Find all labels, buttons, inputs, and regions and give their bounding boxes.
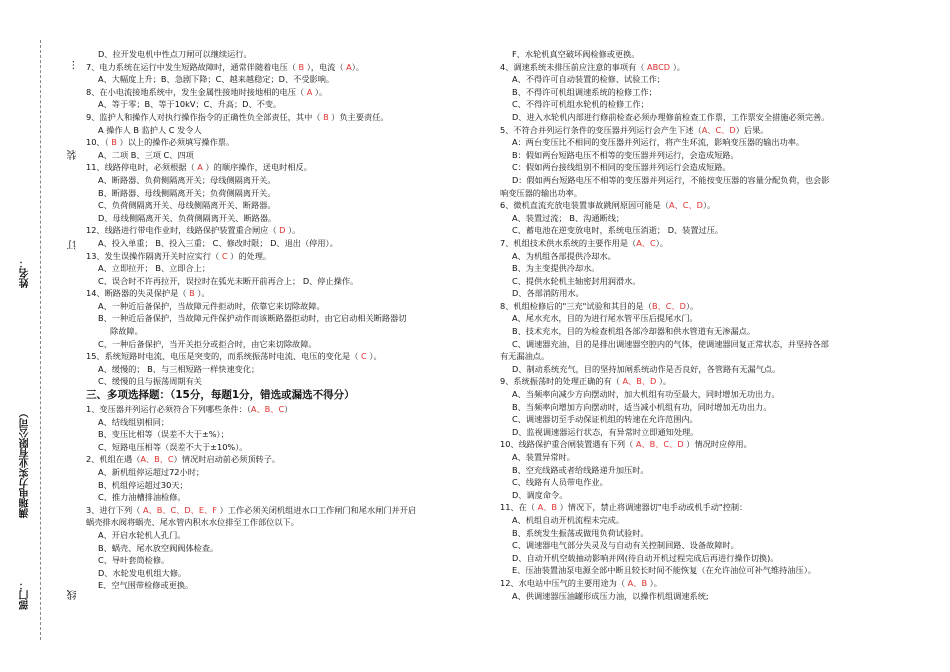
line-text: C、线路有人员带电作业。 bbox=[512, 477, 608, 488]
option-line bbox=[500, 212, 930, 225]
option-line bbox=[86, 441, 506, 454]
line-text: C、一种后备保护，当开关拒分或拒合时，由它来切除故障。 bbox=[98, 338, 317, 349]
line-text: A、尾水充水，目的为进行尾水管平压后提尾水门。 bbox=[512, 313, 698, 324]
line-text: 有无漏油点。 bbox=[500, 351, 550, 362]
answer-key: B bbox=[298, 61, 305, 72]
option-line bbox=[86, 466, 506, 479]
line-text: B、断路器、母线侧隔离开关；负荷侧隔离开关。 bbox=[98, 187, 276, 198]
line-text: A、投入单重； B、投入三重； C、修改时限； D、退出（停用）。 bbox=[98, 237, 338, 248]
line-text: D、调度命令。 bbox=[512, 489, 568, 500]
line-text: B、变压比相等（误差不大于±%）； bbox=[98, 429, 229, 440]
question-line bbox=[500, 375, 930, 388]
line-text: E、空气围带检修或更换。 bbox=[98, 580, 194, 591]
line-text: 13、发生误操作隔离开关时应实行（ bbox=[86, 250, 222, 261]
option-line bbox=[500, 527, 930, 540]
option-line bbox=[500, 275, 930, 288]
line-text: ）负主要责任。 bbox=[328, 111, 389, 122]
option-line bbox=[500, 250, 930, 263]
question-line bbox=[86, 516, 506, 529]
line-text: ）情况时启动前必须顶转子。 bbox=[173, 454, 281, 465]
line-text: 2、机组在遇（ bbox=[86, 454, 141, 465]
line-text: D、拉开发电机中性点刀闸可以继续运行。 bbox=[98, 49, 252, 59]
line-text: C、推力油槽排油检修。 bbox=[98, 492, 186, 503]
question-line bbox=[86, 453, 506, 466]
line-text: A、等于零；B、等于10kV；C、升高；D、不变。 bbox=[98, 99, 282, 110]
line-text: 11、线路停电时，必须根据（ bbox=[86, 162, 198, 173]
line-text: C、误合时不许再拉开，误拉时在弧光未断开前再合上； D、停止操作。 bbox=[98, 275, 359, 286]
option-line bbox=[86, 48, 506, 61]
option-line bbox=[86, 73, 506, 86]
margin-mark-4: 线 bbox=[68, 590, 79, 600]
line-text: ）。 bbox=[312, 86, 328, 97]
answer-key: A、C、D bbox=[668, 200, 703, 211]
line-text: A、装置过流； B、沟通断线； bbox=[512, 212, 625, 223]
line-text: ）后果。 bbox=[735, 124, 769, 135]
option-line bbox=[86, 416, 506, 429]
question-line bbox=[86, 403, 506, 416]
answer-key: A、B bbox=[627, 577, 648, 588]
option-line bbox=[500, 136, 930, 149]
line-text: ）。 bbox=[351, 61, 365, 72]
line-text: A、开启水轮机人孔门。 bbox=[98, 529, 186, 540]
option-line bbox=[86, 98, 506, 111]
line-text: A、一种近后备保护，当故障元件拒动时，依靠它来切除故障。 bbox=[98, 300, 325, 311]
option-line bbox=[500, 86, 930, 99]
line-text: A、断路器、负荷侧隔离开关；母线侧隔离开关。 bbox=[98, 174, 276, 185]
question-line bbox=[86, 161, 506, 174]
option-line bbox=[86, 275, 506, 288]
line-text: C、调速器电气部分失灵及与自动有关控制回路、设备故障时。 bbox=[512, 540, 739, 551]
line-text: ）。 bbox=[685, 300, 699, 311]
line-text: B、空充线路或者给线路递升加压时。 bbox=[512, 464, 649, 475]
line-text: ）。 bbox=[285, 225, 301, 236]
answer-key: A、B、C、D、E、F bbox=[142, 504, 217, 515]
line-text: C、调速器充油，目的是排出调速器空腔内的气体，使调速器回复正常状态，并坚持各部 bbox=[512, 338, 829, 349]
option-line bbox=[500, 73, 930, 86]
line-text: 1、变压器并列运行必须符合下列哪些条件：（ bbox=[86, 404, 251, 415]
option-line bbox=[500, 590, 930, 603]
option-line bbox=[500, 338, 930, 351]
line-text: ）情况下，禁止将调速器切"电手动或机手动"控制： bbox=[557, 502, 748, 513]
line-text: ）。 bbox=[670, 61, 685, 72]
line-text: ）。 bbox=[366, 351, 382, 362]
line-text: ），电流（ bbox=[304, 61, 347, 72]
line-text: 10、线路保护重合闸装置遇有下列（ bbox=[500, 439, 636, 450]
option-line bbox=[500, 476, 930, 489]
line-text: ）。 bbox=[647, 577, 662, 588]
line-text: 11、在（ bbox=[500, 502, 538, 513]
line-text: D、进入水轮机内部进行修前检查必须办理修前检查工作票，工作票安全措施必须完善。 bbox=[512, 111, 830, 122]
question-line bbox=[86, 350, 506, 363]
answer-key: A、B、C bbox=[250, 404, 285, 415]
option-line bbox=[500, 552, 930, 565]
line-text: A、立即拉开； B、立即合上； bbox=[98, 263, 211, 274]
line-text: A、当频率向减少方向摆动时，加大机组有功至最大，同时增加无功出力。 bbox=[512, 389, 780, 400]
question-line bbox=[500, 124, 930, 137]
line-text: 3、进行下列（ bbox=[86, 504, 143, 515]
option-line bbox=[500, 161, 930, 174]
option-line bbox=[500, 564, 930, 577]
line-text: A：两台变压比不相同的变压器并列运行，将产生环流，影响变压器的输出功率。 bbox=[512, 137, 805, 148]
question-line bbox=[500, 300, 930, 313]
line-text: C、不得许可机组水轮机的检修工作； bbox=[512, 99, 649, 110]
line-text: B、蜗壳、尾水放空阀阀体检查。 bbox=[98, 542, 219, 553]
binding-line bbox=[40, 40, 41, 640]
option-line bbox=[500, 539, 930, 552]
option-line bbox=[500, 48, 930, 61]
line-text: ）的处理。 bbox=[227, 250, 272, 261]
option-line bbox=[86, 479, 506, 492]
question-line bbox=[86, 287, 506, 300]
line-text: 9、监护人和操作人对执行操作指令的正确性负全部责任，其中（ bbox=[86, 111, 324, 122]
option-line bbox=[86, 529, 506, 542]
question-line bbox=[500, 438, 930, 451]
line-text: C、蓄电池在逆变放电时，系统电压消逝； D、装置过压。 bbox=[512, 225, 724, 236]
question-line bbox=[500, 577, 930, 590]
line-text: C、提供水轮机主轴密封用润滑水。 bbox=[512, 275, 641, 286]
option-line bbox=[86, 579, 506, 592]
line-text: 9、系统振荡时的处理正确的有（ bbox=[500, 376, 623, 387]
line-text: 5、不符合并列运行条件的变压器并列运行会产生下述（ bbox=[500, 124, 702, 135]
answer-key: A bbox=[346, 61, 352, 72]
option-line bbox=[500, 224, 930, 237]
option-line bbox=[500, 174, 930, 187]
line-text: B、不得许可机组调速系统的检修工作； bbox=[512, 86, 657, 97]
option-line bbox=[500, 262, 930, 275]
answer-key: ABCD bbox=[647, 61, 671, 72]
answer-key: A、B、D bbox=[622, 376, 657, 387]
option-line bbox=[86, 212, 506, 225]
company-label: 满瑞电力实业有限公司） bbox=[20, 408, 31, 518]
line-text: B、系统发生振荡或做甩负荷试验时。 bbox=[512, 527, 649, 538]
question-line bbox=[86, 504, 506, 517]
line-text: 6、微机直流充放电装置事故跳闸原因可能是（ bbox=[500, 200, 669, 211]
option-line bbox=[86, 124, 506, 137]
line-text: A、机组自动开机流程未完成。 bbox=[512, 514, 625, 525]
line-text: B：假如两台短路电压不相等的变压器并列运行，会造成短路。 bbox=[512, 149, 739, 160]
margin-mark-1: … bbox=[66, 60, 77, 70]
option-line bbox=[500, 451, 930, 464]
option-line bbox=[86, 312, 506, 325]
option-line bbox=[500, 426, 930, 439]
binding-margin bbox=[0, 0, 79, 672]
line-text: A、二项 B、三项 C、四项 bbox=[98, 149, 194, 160]
line-text: B、当频率向增加方向摆动时，适当减小机组有功，同时增加无功出力。 bbox=[512, 401, 772, 412]
line-text: 15、系统短路时电流、电压是突变的，而系统振荡时电流、电压的变化是（ bbox=[86, 351, 362, 362]
answer-key: A、C bbox=[636, 237, 656, 248]
option-line bbox=[86, 491, 506, 504]
option-line bbox=[86, 567, 506, 580]
answer-key: C bbox=[221, 250, 228, 261]
option-line bbox=[500, 287, 930, 300]
question-line bbox=[86, 250, 506, 263]
section-heading: 三、多项选择题：（15分，每题1分，错选或漏选不得分） bbox=[86, 389, 355, 402]
option-line bbox=[500, 325, 930, 338]
line-text: A、装置异常时。 bbox=[512, 452, 575, 462]
line-text: ） bbox=[284, 404, 293, 415]
margin-mark-2: 装 bbox=[68, 150, 79, 160]
question-line bbox=[500, 350, 930, 363]
answer-key: A、B bbox=[537, 502, 557, 513]
line-text: A、供调速器压油罐形成压力油，以操作机组调速系统; bbox=[512, 590, 709, 601]
dept-label: 部门： bbox=[20, 580, 31, 610]
line-text: 除故障。 bbox=[110, 326, 143, 337]
answer-key: B bbox=[323, 111, 329, 122]
answer-key: A、C、D bbox=[701, 124, 736, 135]
line-text: D、母线侧隔离开关、负荷侧隔离开关、断路器。 bbox=[98, 212, 277, 223]
line-text: F、水轮机真空破坏阀检修或更换。 bbox=[512, 49, 640, 59]
option-line bbox=[500, 514, 930, 527]
option-line bbox=[86, 149, 506, 162]
line-text: ）情况时应停用。 bbox=[683, 439, 752, 450]
option-line bbox=[86, 187, 506, 200]
option-line bbox=[86, 262, 506, 275]
option-line bbox=[500, 149, 930, 162]
line-text: A、结线组别相同； bbox=[98, 416, 170, 427]
answer-key: C bbox=[361, 351, 367, 362]
line-text: C、短路电压相等（误差不大于±10%）。 bbox=[98, 441, 248, 452]
line-text: A 操作人 B 监护人 C 发令人 bbox=[98, 124, 202, 135]
line-text: C、缓慢的且与振荡周期有关 bbox=[98, 376, 202, 387]
line-text: A、缓慢的； B、与三相短路一样快速变化； bbox=[98, 363, 260, 374]
option-line bbox=[500, 388, 930, 401]
line-text: 响变压器的输出功率。 bbox=[500, 187, 582, 198]
option-line bbox=[86, 375, 506, 388]
option-line bbox=[86, 554, 506, 567]
answer-key: A、B、C bbox=[140, 454, 174, 465]
line-text: ）。 bbox=[656, 376, 672, 387]
option-line bbox=[500, 401, 930, 414]
line-text: B、为主变提供冷却水。 bbox=[512, 263, 600, 274]
question-line bbox=[500, 187, 930, 200]
option-line bbox=[86, 199, 506, 212]
line-text: 12、线路进行带电作业时，线路保护装置重合闸应（ bbox=[86, 225, 280, 236]
line-text: ）。 bbox=[702, 200, 716, 211]
line-text: ）以上的操作必须填写操作票。 bbox=[116, 137, 235, 148]
question-line bbox=[86, 136, 506, 149]
line-text: 10、（ bbox=[86, 137, 112, 148]
answer-key: D bbox=[279, 225, 286, 236]
line-text: C、负荷侧隔离开关、母线侧隔离开关、断路器。 bbox=[98, 200, 276, 211]
option-line bbox=[86, 300, 506, 313]
line-text: B、技术充水，目的为检查机组各部冷却器和供水管道有无渗漏点。 bbox=[512, 326, 756, 337]
option-line bbox=[86, 338, 506, 351]
option-line bbox=[86, 428, 506, 441]
answer-key: A、B、C、D bbox=[635, 439, 684, 450]
margin-mark-3: 订 bbox=[68, 240, 79, 250]
line-text: C、导叶套筒检修。 bbox=[98, 555, 170, 566]
line-text: ）的顺序操作，送电时相反。 bbox=[202, 162, 312, 173]
right-column bbox=[500, 48, 930, 602]
line-text: 12、水电站中压气的主要用途为（ bbox=[500, 577, 628, 588]
line-text: A、大幅度上升；B、急剧下降；C、越来越稳定；D、不受影响。 bbox=[98, 74, 335, 85]
line-text: D、水轮发电机组大修。 bbox=[98, 567, 187, 578]
line-text: 7、机组技术供水系统的主要作用是（ bbox=[500, 237, 637, 248]
line-text: ）。 bbox=[655, 237, 669, 248]
option-line bbox=[500, 98, 930, 111]
line-text: 8、机组检修后的"三充"试验和其目的是（ bbox=[500, 300, 652, 311]
option-line bbox=[86, 363, 506, 376]
option-line bbox=[500, 489, 930, 502]
line-text: D、各部消防用水。 bbox=[512, 288, 584, 299]
line-text: D、自动开机空载抽动影响并网(待自动开机过程完成后再进行操作切换)。 bbox=[512, 552, 779, 563]
option-line bbox=[500, 312, 930, 325]
option-line bbox=[86, 237, 506, 250]
line-text: 8、在小电流接地系统中，发生金属性接地时接地相的电压（ bbox=[86, 86, 307, 97]
question-line bbox=[86, 111, 506, 124]
answer-key: A bbox=[306, 86, 313, 97]
line-text: A、为机组各部提供冷却水。 bbox=[512, 250, 616, 261]
option-line bbox=[500, 413, 930, 426]
answer-key: B bbox=[111, 137, 117, 148]
answer-key: B bbox=[189, 288, 195, 299]
line-text: B、一种近后备保护，当故障元件保护动作而该断路器拒动时，由它启动相关断路器切 bbox=[98, 313, 407, 324]
line-text: C：假如两台接线组别不相同的变压器并列运行会造成短路。 bbox=[512, 162, 731, 173]
question-line bbox=[500, 199, 930, 212]
line-text: D、制动系统充气，目的坚持加闸系统动作是否良好，各管路有无漏气点。 bbox=[512, 363, 781, 374]
question-line bbox=[86, 86, 506, 99]
left-column bbox=[86, 48, 506, 592]
name-label: 姓名： bbox=[20, 258, 31, 288]
option-line bbox=[86, 542, 506, 555]
question-line bbox=[500, 501, 930, 514]
answer-key: A bbox=[197, 162, 203, 173]
question-line bbox=[86, 61, 506, 74]
question-line bbox=[500, 237, 930, 250]
line-text: 蜗壳排水阀将蜗壳、尾水管内积水水位排至工作部位以下。 bbox=[86, 517, 299, 528]
option-line bbox=[86, 174, 506, 187]
line-text: B、机组停运超过30天； bbox=[98, 479, 188, 490]
answer-key: B、C、D bbox=[651, 300, 686, 311]
line-text: 14、断路器的失灵保护是（ bbox=[86, 288, 190, 299]
option-line bbox=[500, 363, 930, 376]
line-text: A、不得许可自动装置的检修、试验工作； bbox=[512, 74, 665, 85]
line-text: D、监视调速器运行状态，有异常时立即通知处理。 bbox=[512, 426, 699, 437]
option-line bbox=[500, 111, 930, 124]
line-text: E、压油装置油泵电源全部中断且较长时间不能恢复（在允许油位可补气维持油压）。 bbox=[512, 565, 817, 576]
line-text: C、调速器切至手动保证机组的转速在允许范围内。 bbox=[512, 414, 698, 425]
option-line bbox=[86, 325, 506, 338]
line-text: 7、电力系统在运行中发生短路故障时，通常伴随着电压（ bbox=[86, 61, 299, 72]
question-line bbox=[86, 224, 506, 237]
question-line bbox=[500, 61, 930, 74]
line-text: D：假如两台短路电压不相等的变压器并列运行，不能按变压器的容量分配负荷，也会影 bbox=[512, 174, 830, 185]
line-text: ）工作必须关闭机组进水口工作闸门和尾水闸门并开启 bbox=[217, 504, 417, 515]
line-text: A、新机组停运超过72小时； bbox=[98, 467, 205, 477]
line-text: ）。 bbox=[194, 288, 210, 299]
line-text: 4、调速系统未排压前应注意的事项有（ bbox=[500, 61, 647, 72]
option-line bbox=[500, 464, 930, 477]
